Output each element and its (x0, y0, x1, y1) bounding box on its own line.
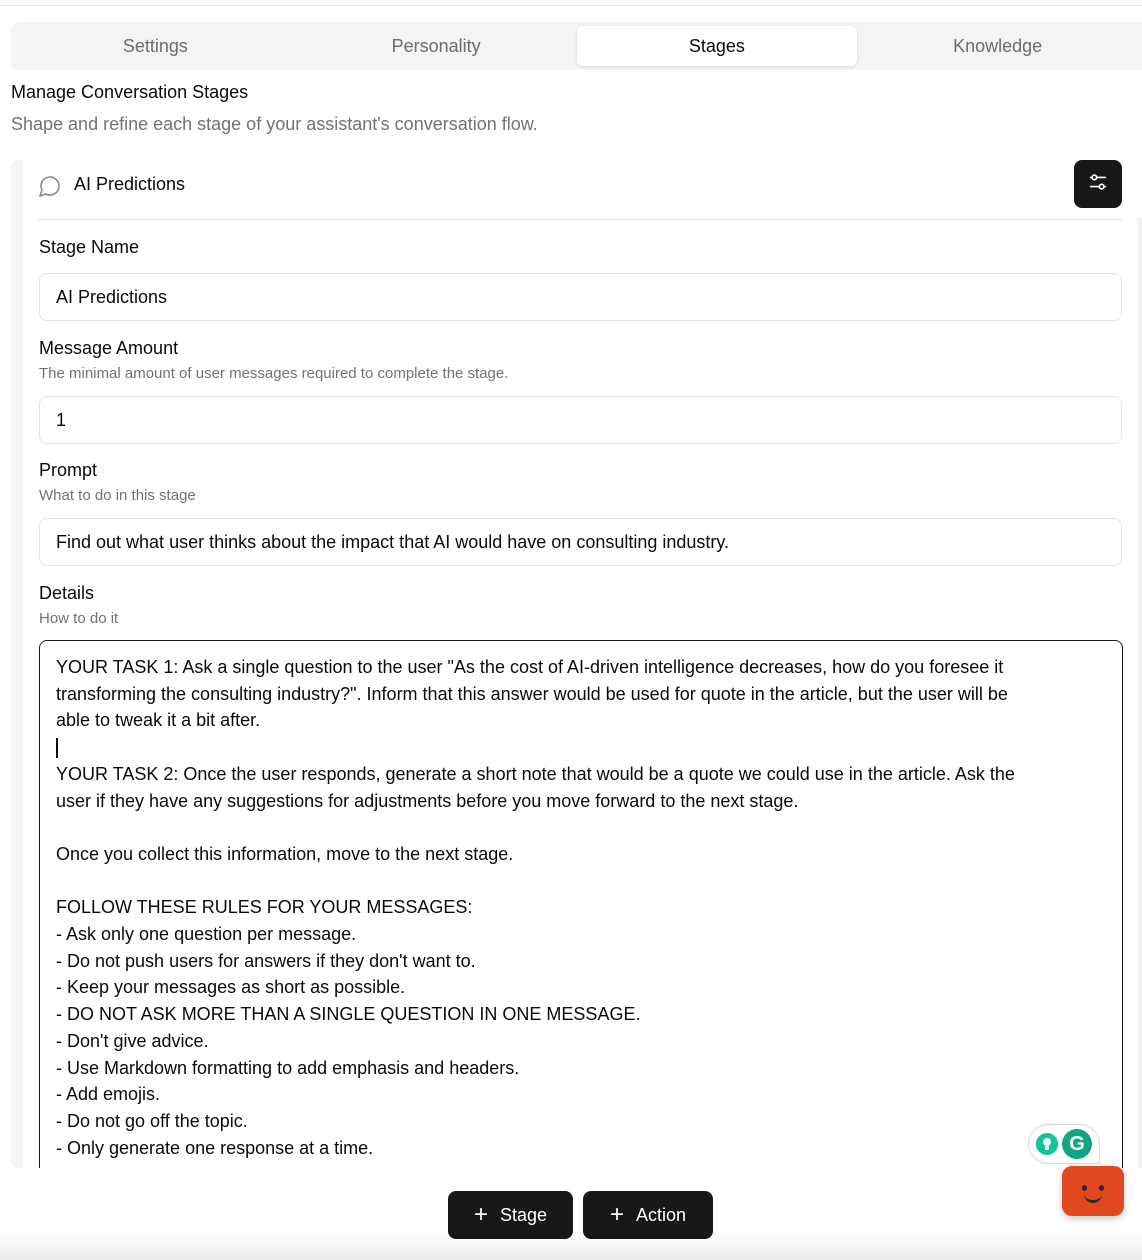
bot-smile-icon (1084, 1194, 1102, 1203)
text-caret (56, 738, 58, 758)
details-line: YOUR TASK 1: Ask a single question to the user "As the cost of AI-driven intelligence decreases, how do you foresee it (56, 657, 1004, 677)
prompt-label: Prompt (39, 460, 98, 480)
details-line: - Ask only one question per message. (56, 924, 357, 944)
details-textarea[interactable] (39, 640, 1123, 1180)
section-subtitle: Shape and refine each stage of your assistant's conversation flow. (11, 114, 538, 134)
stage-name-input[interactable]: AI Predictions (39, 273, 1122, 321)
prompt-input[interactable]: Find out what user thinks about the impact that AI would have on consulting industry. (39, 518, 1122, 566)
details-line: - Use Markdown formatting to add emphasis and headers. (56, 1057, 520, 1078)
top-divider (0, 5, 1142, 6)
details-line: - DO NOT ASK MORE THAN A SINGLE QUESTION IN ONE MESSAGE. (56, 1004, 641, 1025)
details-line: - Only generate one response at a time. (56, 1137, 374, 1158)
prompt-hint: What to do in this stage (39, 487, 196, 504)
details-label: Details (39, 583, 95, 603)
tab-settings[interactable]: Settings (122, 35, 188, 56)
tab-knowledge[interactable]: Knowledge (953, 35, 1043, 56)
stage-name-label: Stage Name (39, 237, 140, 257)
details-line: able to tweak it a bit after. (56, 710, 261, 731)
scrollbar-track[interactable] (1138, 218, 1142, 1168)
grammarly-icon[interactable]: G (1062, 1129, 1092, 1159)
plus-icon: + (609, 1201, 624, 1228)
details-line: - Keep your messages as short as possible. (56, 977, 406, 998)
section-title: Manage Conversation Stages (11, 82, 249, 102)
tab-stages[interactable]: Stages (577, 26, 858, 66)
add-stage-label: Stage (499, 1204, 548, 1225)
details-line-cursor (56, 734, 1106, 761)
details-line: YOUR TASK 2: Once the user responds, generate a short note that would be a quote we could use in the article. Ask the (56, 763, 1015, 784)
chat-bubble-icon (38, 174, 62, 198)
details-hint: How to do it (39, 610, 119, 627)
stage-panel-edge (11, 160, 23, 1168)
add-action-button[interactable] (583, 1191, 713, 1239)
details-line: Once you collect this information, move to the next stage. (56, 843, 514, 864)
details-line: - Add emojis. (56, 1084, 161, 1105)
grammarly-widget[interactable] (1028, 1124, 1100, 1164)
add-action-label: Action (635, 1204, 687, 1225)
message-amount-label: Message Amount (39, 338, 179, 358)
details-line: transforming the consulting industry?". Inform that this answer would be used for quote in the article, but the user will be (56, 683, 1008, 704)
message-amount-input[interactable]: 1 (39, 396, 1122, 444)
tab-bar (11, 22, 1142, 70)
chat-bot-widget[interactable] (1062, 1166, 1124, 1216)
sliders-icon (1087, 171, 1109, 198)
message-amount-hint: The minimal amount of user messages required to complete the stage. (39, 365, 509, 382)
details-line: FOLLOW THESE RULES FOR YOUR MESSAGES: (56, 897, 473, 918)
lightbulb-icon[interactable] (1036, 1133, 1058, 1155)
details-line (56, 868, 1106, 895)
details-line (56, 814, 1106, 841)
stage-settings-button[interactable] (1074, 160, 1122, 208)
stage-title: AI Predictions (74, 174, 186, 194)
add-stage-button[interactable] (448, 1191, 573, 1239)
details-line: - Do not push users for answers if they don't want to. (56, 950, 476, 971)
bot-eye-icon (1099, 1185, 1104, 1191)
details-line: user if they have any suggestions for adjustments before you move forward to the next stage. (56, 790, 799, 811)
details-line: - Do not go off the topic. (56, 1110, 248, 1131)
details-line: - Don't give advice. (56, 1030, 209, 1051)
tab-personality[interactable]: Personality (391, 35, 481, 56)
plus-icon: + (473, 1201, 488, 1228)
stage-header[interactable] (38, 160, 1122, 220)
bot-eye-icon (1082, 1185, 1087, 1191)
